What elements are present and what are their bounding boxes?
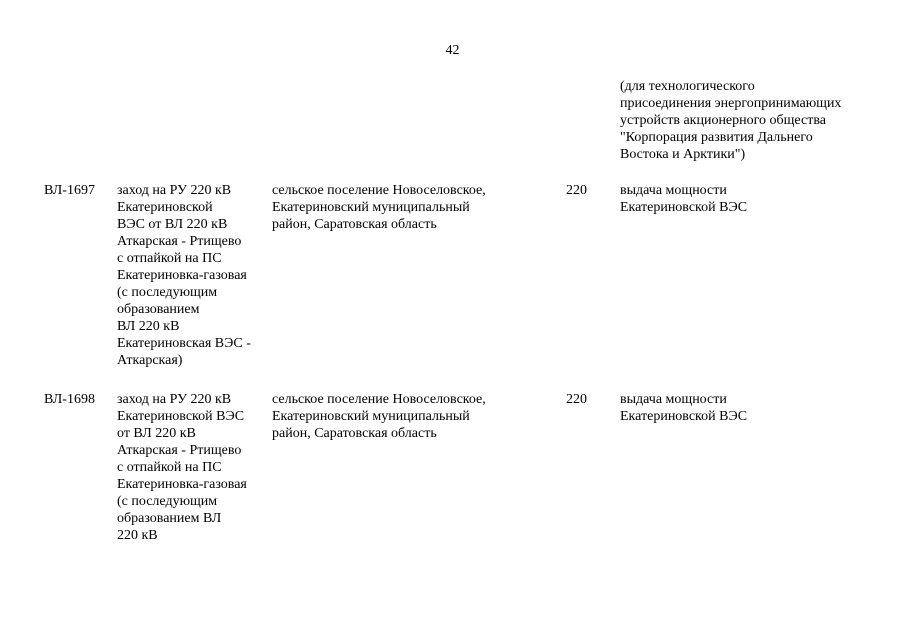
continued-purpose-text: (для технологического присоединения энергопринимающих устройств акционерного общества "Корпорация развития Дальнего Востока и Арктики") [620,79,842,162]
page-number: 42 [445,43,460,58]
line-location: сельское поселение Новоселовское, Екатериновский муниципальный район, Саратовская область [272,392,486,441]
line-name: заход на РУ 220 кВ Екатериновской ВЭС от ВЛ 220 кВ Аткарская - Ртищево с отпайкой на ПС Екатериновка-газовая (с последующим образованием ВЛ 220 кВ [117,392,247,543]
line-voltage: 220 [566,183,587,198]
line-id: ВЛ-1698 [44,392,95,407]
line-purpose: выдача мощности Екатериновской ВЭС [620,392,748,424]
line-location: сельское поселение Новоселовское, Екатериновский муниципальный район, Саратовская область [272,183,486,232]
line-id: ВЛ-1697 [44,183,95,198]
line-voltage: 220 [566,392,587,407]
line-name: заход на РУ 220 кВ Екатериновской ВЭС от ВЛ 220 кВ Аткарская - Ртищево с отпайкой на ПС Екатериновка-газовая (с последующим образованием ВЛ 220 кВ Екатериновская ВЭС - Аткарская) [117,183,251,368]
line-purpose: выдача мощности Екатериновской ВЭС [620,183,748,215]
